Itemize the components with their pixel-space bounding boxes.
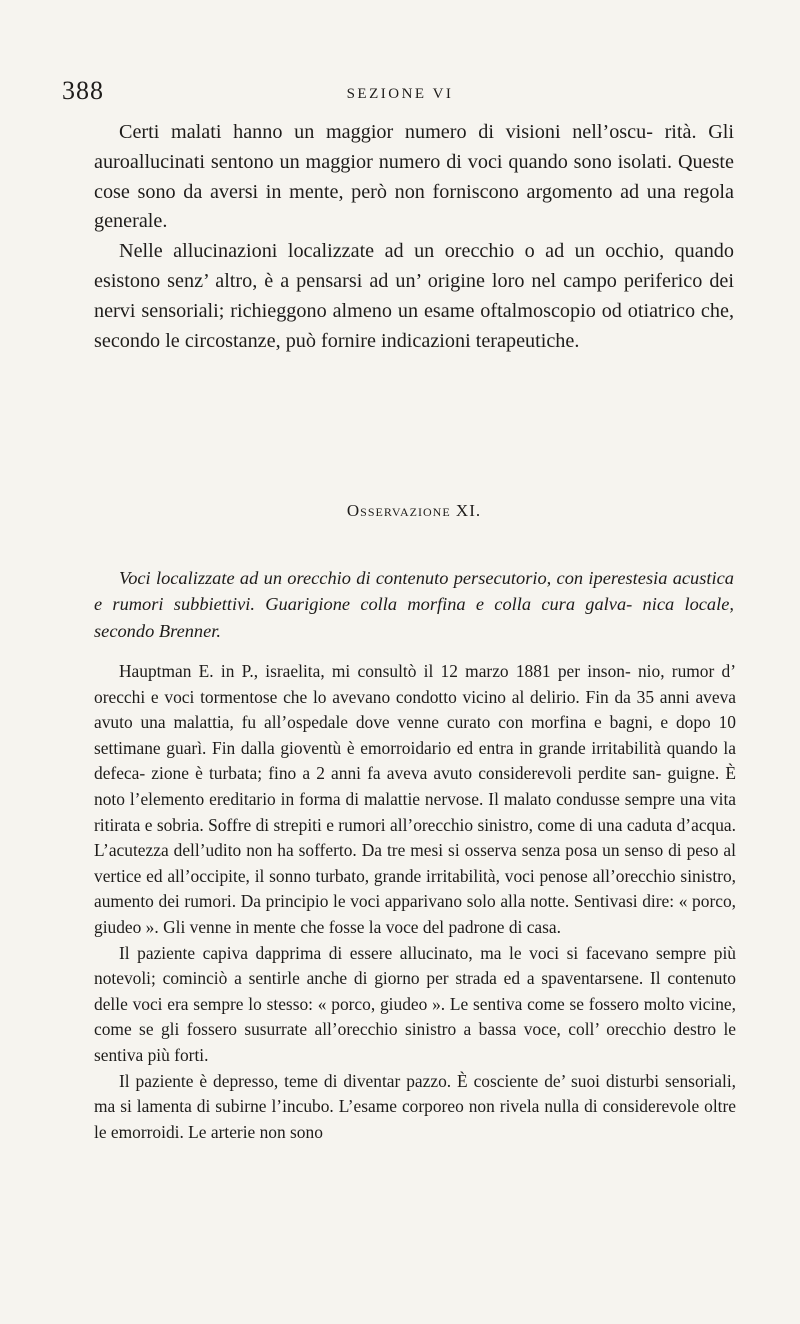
intro-paragraph-1: Certi malati hanno un maggior numero di visioni nell’oscu- rità. Gli auroallucinati sentono un maggior numero di voci quando sono isolati. Queste cose sono da aversi in mente, però non forniscono argomento ad una regola generale. (94, 121, 734, 233)
section-title: SEZIONE VI (346, 86, 454, 102)
running-head (62, 76, 738, 108)
observation-subtitle-text: Voci localizzate ad un orecchio di contenuto persecutorio, con iperestesia acustica e rumori subbiettivi. Guarigione colla morfina e colla cura galva- nica locale, secondo Brenner. (94, 568, 734, 641)
observation-paragraph-2: Il paziente capiva dapprima di essere allucinato, ma le voci si facevano sempre più notevoli; cominciò a sentirle anche di giorno per strada ed a spaventarsene. Il contenuto delle voci era sempre lo stesso: « porco, giudeo ». Le sentiva come se fossero molto vicine, come se gli fossero susurrate all’orecchio sinistro a bassa voce, coll’ orecchio destro le sentiva più forti. (94, 942, 736, 1065)
observation-paragraph-1: Hauptman E. in P., israelita, mi consultò il 12 marzo 1881 per inson- nio, rumor d’ orecchi e voci tormentose che lo avevano condotto vicino al delirio. Fin da 35 anni aveva avuto una malattia, fu all’ospedale dove venne curato con morfina e bagni, e dopo 10 settimane guarì. Fin dalla gioventù è emorroidario ed entra in grande irritabilità quando la defeca- zione è turbata; fino a 2 anni fa aveva avuto considerevoli perdite san- guigne. È noto l’elemento ereditario in forma di malattie nervose. Il malato condusse sempre una vita ritirata e sobria. Soffre di strepiti e rumori all’orecchio sinistro, come di una caduta d’acqua. L’acutezza dell’udito non ha sofferto. Da tre mesi si osserva senza posa un senso di peso al vertice ed all’occipite, il sonno turbato, grande irritabilità, voci penose all’orecchio sinistro, aumento dei rumori. Da principio le voci apparivano solo alla notte. Sentivasi dire: « porco, giudeo ». Gli venne in mente che fosse la voce del padrone di casa. (94, 661, 736, 937)
observation-subtitle (94, 565, 734, 644)
observation-body (94, 659, 736, 1145)
page-number: 388 (62, 76, 104, 105)
intro-text (94, 118, 734, 356)
observation-paragraph-3: Il paziente è depresso, teme di diventar pazzo. È cosciente de’ suoi disturbi sensoriali, ma si lamenta di subirne l’incubo. L’esame corporeo non rivela nulla di considerevole oltre le emorroidi. Le arterie non sono (94, 1070, 736, 1142)
intro-paragraph-2: Nelle allucinazioni localizzate ad un orecchio o ad un occhio, quando esistono senz’ altro, è a pensarsi ad un’ origine loro nel campo periferico dei nervi sensoriali; richieggono almeno un esame oftalmoscopio od otiatrico che, secondo le circostanze, può fornire indicazioni terapeutiche. (94, 240, 734, 352)
observation-heading: Osservazione XI. (346, 501, 482, 520)
